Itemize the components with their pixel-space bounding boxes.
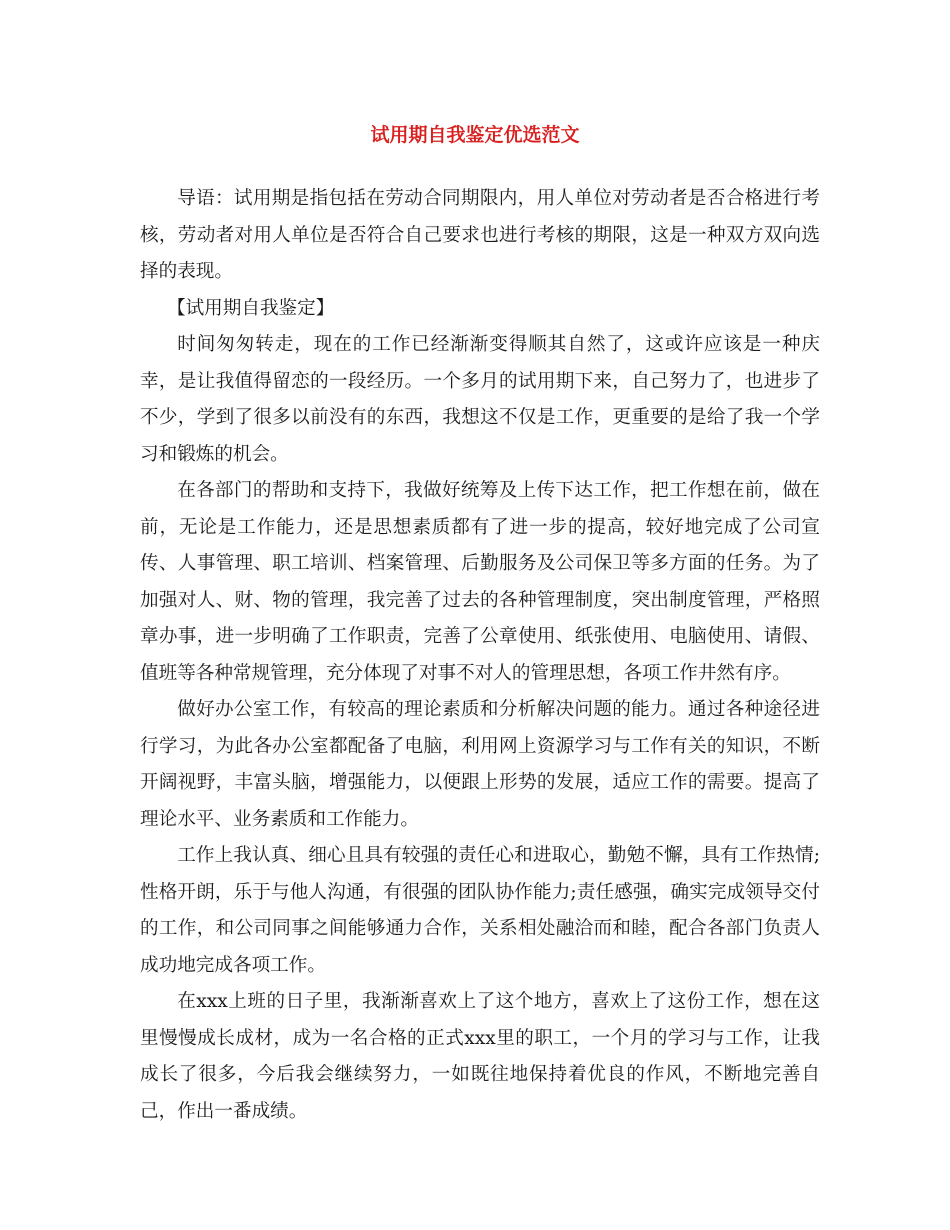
section-heading: 【试用期自我鉴定】 [166,297,335,319]
intro-paragraph: 导语：试用期是指包括在劳动合同期限内，用人单位对劳动者是否合格进行考核，劳动者对用人单位是否符合自己要求也进行考核的期限，这是一种双方双向选择的表现。 [140,188,820,282]
document-body [140,181,820,1130]
body-paragraph: 在各部门的帮助和支持下，我做好统筹及上传下达工作，把工作想在前，做在前，无论是工作能力，还是思想素质都有了进一步的提高，较好地完成了公司宣传、人事管理、职工培训、档案管理、后勤服务及公司保卫等多方面的任务。为了加强对人、财、物的管理，我完善了过去的各种管理制度，突出制度管理，严格照章办事，进一步明确了工作职责，完善了公章使用、纸张使用、电脑使用、请假、值班等各种常规管理，充分体现了对事不对人的管理思想，各项工作井然有序。 [140,480,820,684]
document-title: 试用期自我鉴定优选范文 [370,124,580,146]
body-paragraph: 时间匆匆转走，现在的工作已经渐渐变得顺其自然了，这或许应该是一种庆幸，是让我值得留恋的一段经历。一个多月的试用期下来，自己努力了，也进步了不少，学到了很多以前没有的东西，我想这不仅是工作，更重要的是给了我一个学习和锻炼的机会。 [140,334,820,465]
body-paragraph: 工作上我认真、细心且具有较强的责任心和进取心，勤勉不懈，具有工作热情;性格开朗，乐于与他人沟通，有很强的团队协作能力;责任感强，确实完成领导交付的工作，和公司同事之间能够通力合作，关系相处融洽而和睦，配合各部门负责人成功地完成各项工作。 [140,845,820,976]
body-paragraph: 在xxx上班的日子里，我渐渐喜欢上了这个地方，喜欢上了这份工作，想在这里慢慢成长成材，成为一名合格的正式xxx里的职工，一个月的学习与工作，让我成长了很多，今后我会继续努力，一如既往地保持着优良的作风，不断地完善自己，作出一番成绩。 [140,991,820,1122]
body-paragraph: 做好办公室工作，有较高的理论素质和分析解决问题的能力。通过各种途径进行学习，为此各办公室都配备了电脑，利用网上资源学习与工作有关的知识，不断开阔视野，丰富头脑，增强能力，以便跟上形势的发展，适应工作的需要。提高了理论水平、业务素质和工作能力。 [140,699,820,830]
